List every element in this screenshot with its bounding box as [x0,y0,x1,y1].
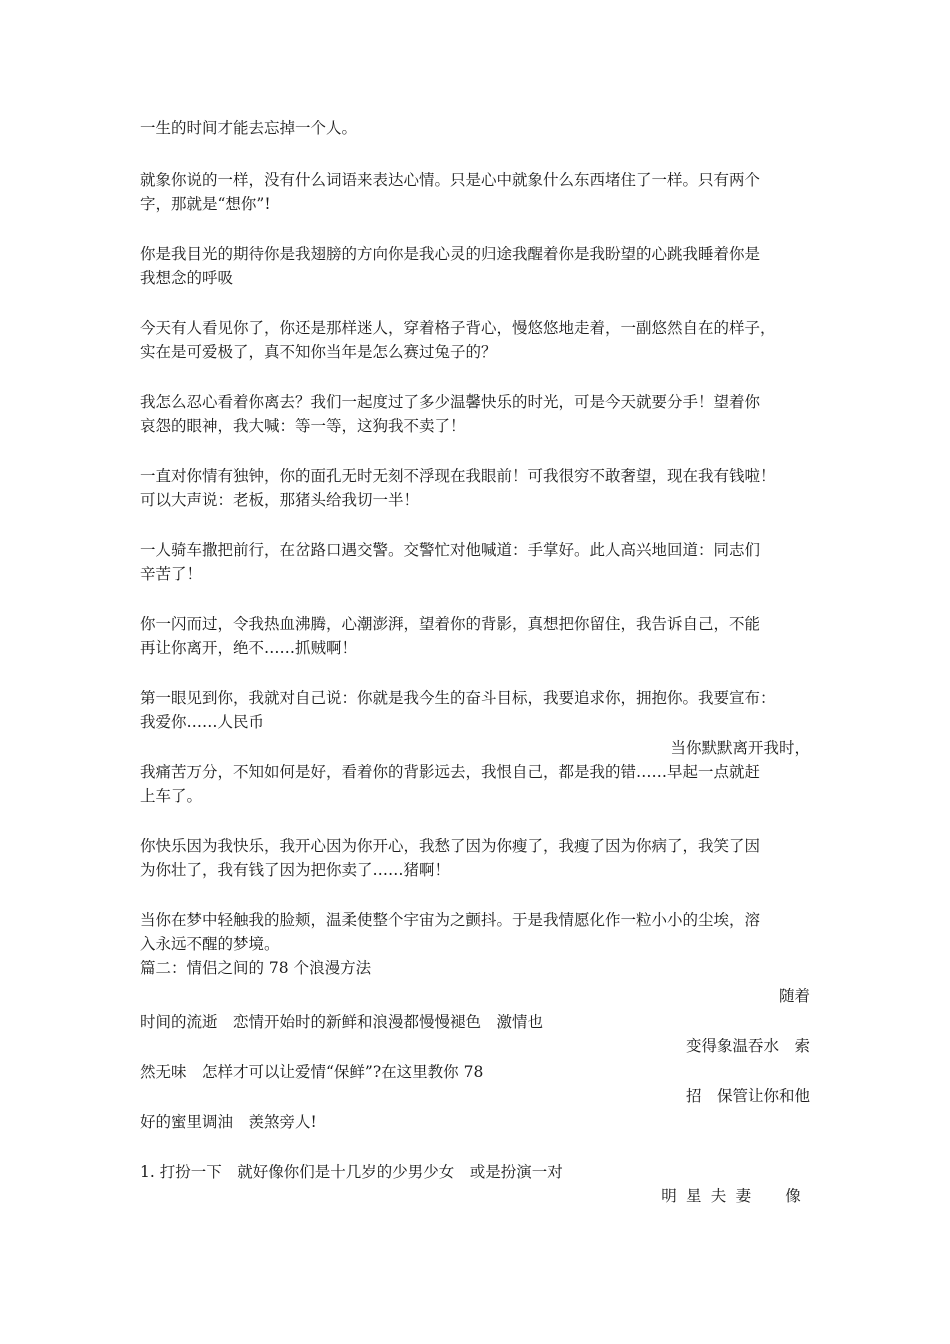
text-line: 当你在梦中轻触我的脸颊，温柔使整个宇宙为之颤抖。于是我情愿化作一粒小小的尘埃，溶 [140,911,761,929]
text-line: 我痛苦万分，不知如何是好，看着你的背影远去，我恨自己，都是我的错……早起一点就赶 [140,763,761,781]
section-heading: 篇二：情侣之间的 78 个浪漫方法 [140,959,372,977]
text-line: 我想念的呼吸 [140,269,234,287]
text-line: 你一闪而过，令我热血沸腾，心潮澎湃，望着你的背影，真想把你留住，我告诉自己，不能 [140,615,761,633]
text-line-right: 招 保管让你和他 [685,1087,810,1105]
text-line: 我爱你……人民币 [140,713,265,731]
text-line: 字，那就是“想你”! [140,195,271,213]
text-line-right: 随着 [778,987,810,1005]
text-line: 再让你离开，绝不……抓贼啊！ [140,639,358,657]
text-line: 一生的时间才能去忘掉一个人。 [140,119,358,137]
text-line: 为你壮了，我有钱了因为把你卖了……猪啊！ [140,861,451,879]
text-line: 今天有人看见你了，你还是那样迷人，穿着格子背心，慢悠悠地走着，一副悠然自在的样子， [140,319,776,337]
text-line: 我怎么忍心看着你离去？我们一起度过了多少温馨快乐的时光，可是今天就要分手！望着你 [140,393,761,411]
text-line: 好的蜜里调油 羡煞旁人! [140,1113,317,1131]
text-line-right: 变得象温吞水 索 [685,1037,810,1055]
text-line: 你是我目光的期待你是我翅膀的方向你是我心灵的归途我醒着你是我盼望的心跳我睡着你是 [140,245,761,263]
text-line: 一人骑车撒把前行，在岔路口遇交警。交警忙对他喊道：手掌好。此人高兴地回道：同志们 [140,541,761,559]
text-line: 实在是可爱极了，真不知你当年是怎么赛过兔子的？ [140,343,497,361]
text-line: 上车了。 [140,787,203,805]
text-line: 一直对你情有独钟，你的面孔无时无刻不浮现在我眼前！可我很穷不敢奢望，现在我有钱啦！ [140,467,776,485]
text-line-right: 当你默默离开我时， [670,739,810,757]
text-line-right: 明星夫妻 像 [661,1187,810,1205]
text-line: 你快乐因为我快乐，我开心因为你开心，我愁了因为你瘦了，我瘦了因为你病了，我笑了因 [140,837,761,855]
text-line: 可以大声说：老板，那猪头给我切一半！ [140,491,420,509]
text-line: 哀怨的眼神，我大喊：等一等，这狗我不卖了！ [140,417,466,435]
text-line: 入永远不醒的梦境。 [140,935,280,953]
text-line: 第一眼见到你，我就对自己说：你就是我今生的奋斗目标，我要追求你，拥抱你。我要宣布： [140,689,776,707]
list-item: 1. 打扮一下 就好像你们是十几岁的少男少女 或是扮演一对 [140,1163,563,1181]
text-line: 然无味 怎样才可以让爱情“保鲜”?在这里教你 78 [140,1063,484,1081]
text-line: 就象你说的一样，没有什么词语来表达心情。只是心中就象什么东西堵住了一样。只有两个 [140,171,761,189]
text-line: 辛苦了！ [140,565,203,583]
text-line: 时间的流逝 恋情开始时的新鲜和浪漫都慢慢褪色 激情也 [140,1013,544,1031]
